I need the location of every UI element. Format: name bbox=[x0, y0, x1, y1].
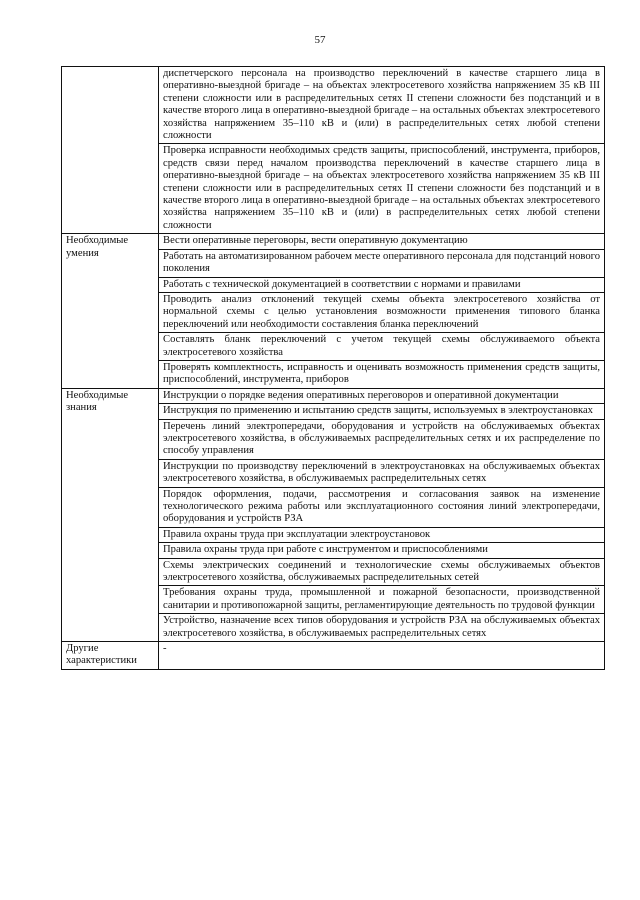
table-row bbox=[62, 234, 605, 249]
knowledge-item: Правила охраны труда при эксплуатации электроустановок bbox=[159, 527, 605, 542]
continuation-cell: диспетчерского персонала на производство переключений в качестве старшего лица в оперативно-выездной бригаде – на объектах электросетевого хозяйства напряжением 35 кВ III степени сложности или в распределительных сетях II степени сложности без подстанций и в качестве второго лица в оперативно-выездной бригаде – на остальных объектах электросетевого хозяйства напряжением 35–110 кВ и (или) в распределительных сетях любой степени сложности bbox=[159, 67, 605, 144]
knowledge-item: Порядок оформления, подачи, рассмотрения и согласования заявок на изменение технологического режима работы или эксплуатационного состояния линий электропередачи, оборудования и устройств РЗА bbox=[159, 487, 605, 527]
requirements-table bbox=[61, 66, 605, 670]
skill-item: Проводить анализ отклонений текущей схемы объекта электросетевого хозяйства от нормальной схемы с целью установления возможности применения типового бланка переключений или необходимости составления бланка переключений bbox=[159, 292, 605, 332]
requirements-table-body bbox=[62, 67, 605, 670]
knowledge-item: Инструкция по применению и испытанию средств защиты, используемых в электроустановках bbox=[159, 404, 605, 419]
continuation-cell: Проверка исправности необходимых средств защиты, приспособлений, инструмента, приборов, средств связи перед началом производства переключений в качестве старшего лица в оперативно-выездной бригаде – на объектах электросетевого хозяйства напряжением 35 кВ III степени сложности или в распределительных сетях II степени сложности без подстанций и в качестве второго лица в оперативно-выездной бригаде – на остальных объектах электросетевого хозяйства напряжением 35–110 кВ и (или) в распределительных сетях любой степени сложности bbox=[159, 144, 605, 234]
knowledge-item: Схемы электрических соединений и технологические схемы обслуживаемых объектов электросетевого хозяйства, обслуживаемых распределительных сетей bbox=[159, 558, 605, 586]
other-label: Другие характеристики bbox=[62, 642, 159, 670]
skill-item: Работать с технической документацией в соответствии с нормами и правилами bbox=[159, 277, 605, 292]
knowledge-item: Правила охраны труда при работе с инструментом и приспособлениями bbox=[159, 543, 605, 558]
table-row bbox=[62, 642, 605, 670]
skill-item: Составлять бланк переключений с учетом текущей схемы обслуживаемого объекта электросетевого хозяйства bbox=[159, 333, 605, 361]
skills-label: Необходимые умения bbox=[62, 234, 159, 388]
knowledge-item: Устройство, назначение всех типов оборудования и устройств РЗА на обслуживаемых объектах электросетевого хозяйства, в обслуживаемых распределительных сетях bbox=[159, 614, 605, 642]
page-number: 57 bbox=[314, 34, 326, 46]
skill-item: Проверять комплектность, исправность и оценивать возможность применения средств защиты, приспособлений, инструмента, приборов bbox=[159, 360, 605, 388]
skill-item: Работать на автоматизированном рабочем месте оперативного персонала для подстанций нового поколения bbox=[159, 249, 605, 277]
knowledge-item: Инструкции о порядке ведения оперативных переговоров и оперативной документации bbox=[159, 388, 605, 403]
knowledge-item: Требования охраны труда, промышленной и пожарной безопасности, производственной санитарии и противопожарной защиты, регламентирующие деятельность по трудовой функции bbox=[159, 586, 605, 614]
knowledge-item: Перечень линий электропередачи, оборудования и устройств на обслуживаемых объектах электросетевого хозяйства, в обслуживаемых распределительных сетях и их распределение по способу управления bbox=[159, 419, 605, 459]
table-row bbox=[62, 388, 605, 403]
skill-item: Вести оперативные переговоры, вести оперативную документацию bbox=[159, 234, 605, 249]
table-row bbox=[62, 67, 605, 144]
label-cell-empty bbox=[62, 67, 159, 234]
knowledge-item: Инструкции по производству переключений в электроустановках на обслуживаемых объектах электросетевого хозяйства, в обслуживаемых распределительных сетях bbox=[159, 459, 605, 487]
other-value: - bbox=[159, 642, 605, 670]
knowledge-label: Необходимые знания bbox=[62, 388, 159, 641]
